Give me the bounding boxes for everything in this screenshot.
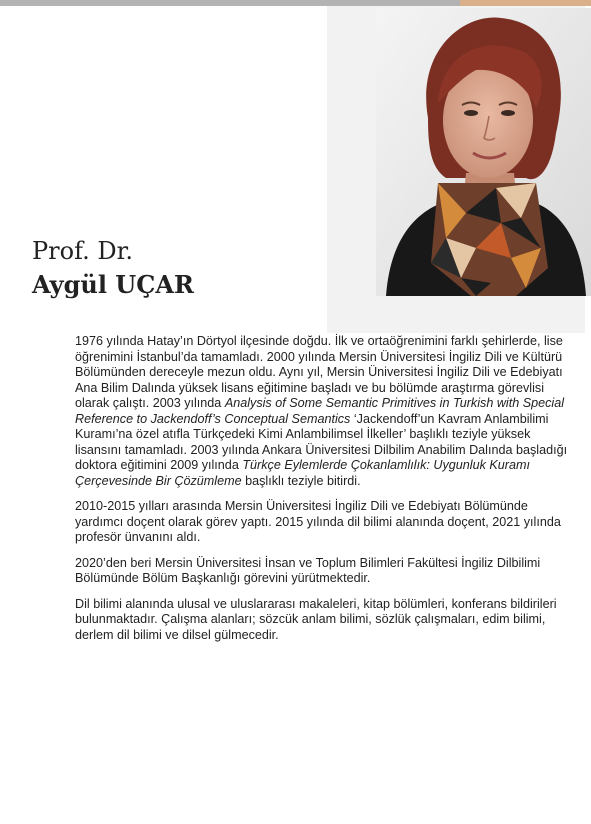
doctoral-thesis-title: Türkçe Eylemlerde Çokanlamlılık: Uygunluk Kuramı Çerçevesinde Bir Çözümleme xyxy=(75,458,530,488)
portrait-photo xyxy=(376,8,591,296)
bio-paragraph-education xyxy=(75,334,569,489)
person-name: Aygül UÇAR xyxy=(32,270,194,299)
masters-thesis-title: Analysis of Some Semantic Primitives in Turkish with Special Reference to Jackendoff’s Conceptual Semantics xyxy=(75,396,565,426)
bio-paragraph-research: Dil bilimi alanında ulusal ve uluslararası makaleleri, kitap bölümleri, konferans bildirileri bulunmaktadır. Çalışma alanları; sözcük anlam bilimi, sözlük çalışmaları, edim bilimi, derlem dil bilimi ve dilsel gülmecedir. xyxy=(75,596,557,642)
bio-paragraph-career: 2010-2015 yılları arasında Mersin Üniversitesi İngiliz Dili ve Edebiyatı Bölümünde yardımcı doçent olarak görev yaptı. 2015 yılında dil bilimi alanında doçent, 2021 yılında profesör ünvanını aldı. xyxy=(75,499,561,544)
bio-text: başlıklı teziyle bitirdi. xyxy=(241,473,361,488)
bio-paragraph-position: 2020’den beri Mersin Üniversitesi İnsan ve Toplum Bilimleri Fakültesi İngiliz Dilbilimi Bölümünde Bölüm Başkanlığı görevini yürütmektedir. xyxy=(75,555,541,585)
bio-text: 1976 yılında Hatay’ın Dörtyol ilçesinde doğdu. İlk ve ortaöğrenimini farklı şehirlerde, lise öğrenimini İstanbul’da tamamladı. 2000 yılında Mersin Üniversitesi İngiliz Dili ve Kültürü Bölümünden dereceyle mezun oldu. Aynı yıl, Mersin Üniversitesi İngiliz Dili ve Edebiyatı Ana Bilim Dalında yüksek lisans eğitimine başladı ve bu bölümde araştırma görevlisi olarak çalıştı. 2003 yılında xyxy=(75,334,563,410)
bio-text: ‘Jackendoff’un Kavram Anlambilimi Kuramı’na özel atıfla Türkçedeki Kimi Anlambilimsel İlkeller’ başlıklı teziyle yüksek lisansını tamamladı. 2003 yılında Ankara Üniversitesi Dilbilim Anabilim Dalında başladığı doktora eğitimini 2009 yılında xyxy=(75,411,568,472)
biography xyxy=(75,334,569,653)
academic-title: Prof. Dr. xyxy=(32,237,134,265)
